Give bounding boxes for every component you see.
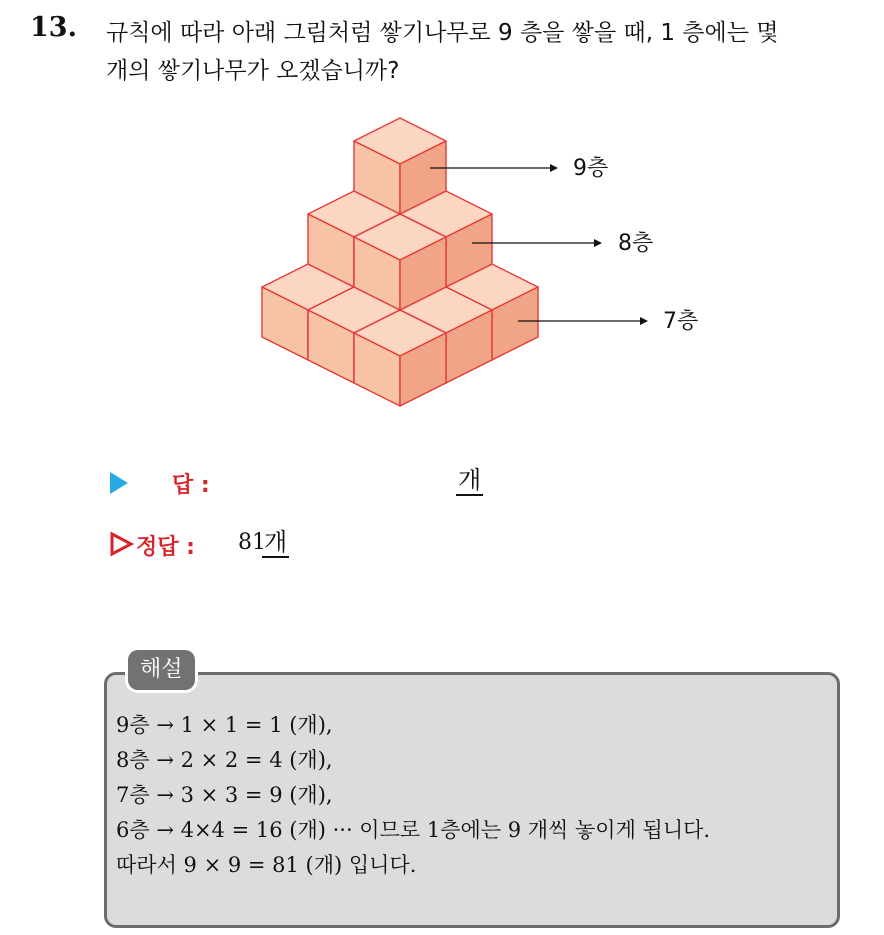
answer-label: 답 : [172, 473, 210, 498]
arrow-head-7 [640, 317, 648, 325]
play-triangle-icon [110, 472, 128, 494]
solution-value: 81 [238, 530, 266, 555]
floor-label-9: 9층 [573, 156, 609, 181]
arrow-head-8 [594, 239, 602, 247]
explanation-tag: 해설 [128, 650, 195, 690]
explanation-line-2: 8층 → 2 × 2 = 4 (개), [116, 748, 333, 772]
question-line-1: 규칙에 따라 아래 그림처럼 쌓기나무로 9 층을 쌓을 때, 1 층에는 몇 [106, 20, 779, 46]
question-number: 13. [30, 12, 77, 43]
arrow-head-9 [550, 164, 558, 172]
explanation-line-5: 따라서 9 × 9 = 81 (개) 입니다. [116, 853, 417, 877]
question-line-2: 개의 쌓기나무가 오겠습니까? [106, 58, 400, 84]
outline-triangle-icon [110, 532, 134, 556]
solution-unit: 개 [264, 528, 288, 556]
solution-label: 정답 : [136, 535, 195, 560]
solution-row [110, 530, 410, 560]
explanation-line-4: 6층 → 4×4 = 16 (개) ··· 이므로 1층에는 9 개씩 놓이게 됩니다. [116, 818, 711, 842]
block-stack-figure [0, 0, 884, 460]
floor-label-8: 8층 [618, 231, 654, 256]
floor-label-7: 7층 [663, 309, 699, 334]
answer-unit: 개 [458, 466, 482, 494]
explanation-text [116, 708, 710, 883]
explanation-line-3: 7층 → 3 × 3 = 9 (개), [116, 783, 333, 807]
explanation-line-1: 9층 → 1 × 1 = 1 (개), [116, 713, 333, 737]
cube-stack [262, 118, 538, 406]
answer-row [110, 468, 610, 498]
